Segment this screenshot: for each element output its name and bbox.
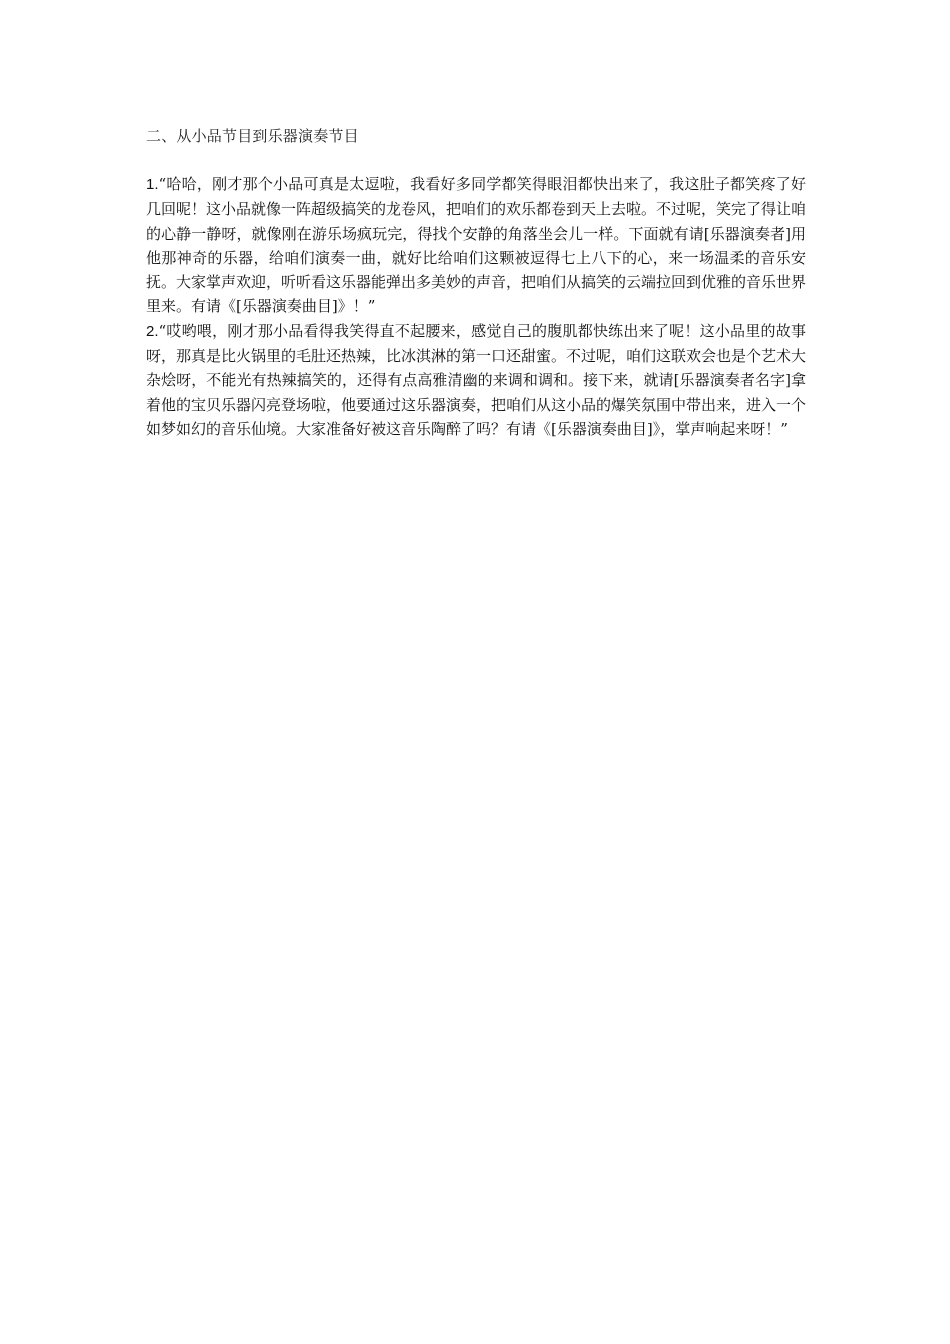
paragraph-text: “哈哈，刚才那个小品可真是太逗啦，我看好多同学都笑得眼泪都快出来了，我这肚子都笑疼了好几回呢！这小品就像一阵超级搞笑的龙卷风，把咱们的欢乐都卷到天上去啦。不过呢，笑完了得让咱的心静一静呀，就像刚在游乐场疯玩完，得找个安静的角落坐会儿一样。下面就有请[乐器演奏者]用他那神奇的乐器，给咱们演奏一曲，就好比给咱们这颗被逗得七上八下的心，来一场温柔的音乐安抚。大家掌声欢迎，听听看这乐器能弹出多美妙的声音，把咱们从搞笑的云端拉回到优雅的音乐世界里来。有请《[乐器演奏曲目]》！” (146, 175, 807, 316)
paragraph-2 (146, 319, 806, 441)
document-body (146, 124, 806, 441)
paragraph-number: 1. (146, 176, 159, 193)
paragraph-number: 2. (146, 322, 159, 340)
paragraph-text: “哎哟喂，刚才那小品看得我笑得直不起腰来，感觉自己的腹肌都快练出来了呢！这小品里的故事呀，那真是比火锅里的毛肚还热辣，比冰淇淋的第一口还甜蜜。不过呢，咱们这联欢会也是个艺术大杂烩呀，不能光有热辣搞笑的，还得有点高雅清幽的来调和调和。接下来，就请[乐器演奏者名字]拿着他的宝贝乐器闪亮登场啦，他要通过这乐器演奏，把咱们从这小品的爆笑氛围中带出来，进入一个如梦如幻的音乐仙境。大家准备好被这音乐陶醉了吗？有请《[乐器演奏曲目]》，掌声响起来呀！” (146, 321, 807, 438)
section-heading: 二、从小品节目到乐器演奏节目 (146, 127, 359, 145)
paragraph-1 (146, 172, 806, 319)
